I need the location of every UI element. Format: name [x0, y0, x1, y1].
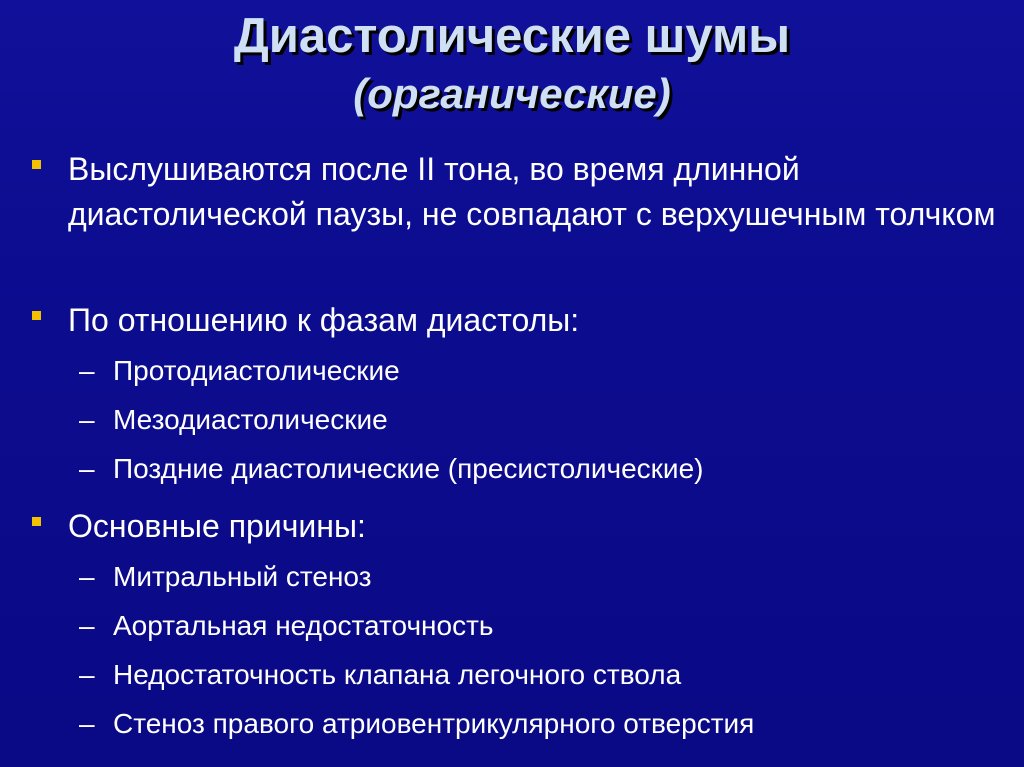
bullet-item	[68, 147, 998, 237]
sub-bullet-text: Недостаточность клапана легочного ствола	[113, 659, 682, 690]
sub-bullet-item	[79, 402, 993, 438]
dash-marker: –	[79, 659, 95, 690]
square-bullet-icon	[32, 311, 41, 320]
sub-bullet-item	[79, 608, 993, 644]
sub-bullet-item	[79, 353, 993, 389]
sub-bullet-text: Митральный стеноз	[113, 561, 372, 592]
square-bullet-icon	[32, 517, 41, 526]
bullet-item	[68, 504, 998, 549]
bullet-text: Выслушиваются после II тона, во время длинной диастолической паузы, не совпадают с верхушечным толчком	[68, 151, 996, 232]
sub-bullet-text: Аортальная недостаточность	[113, 610, 494, 641]
sub-bullet-item	[79, 451, 993, 487]
dash-marker: –	[79, 355, 95, 386]
sub-bullet-item	[79, 706, 993, 742]
dash-marker: –	[79, 561, 95, 592]
sub-bullet-item	[79, 559, 993, 595]
dash-marker: –	[79, 453, 95, 484]
slide-subtitle: (органические)	[353, 70, 671, 117]
bullet-item	[68, 298, 998, 343]
sub-bullet-text: Поздние диастолические (пресистолические)	[113, 453, 704, 484]
dash-marker: –	[79, 404, 95, 435]
sub-bullet-text: Протодиастолические	[113, 355, 400, 386]
bullet-text: По отношению к фазам диастолы:	[68, 302, 580, 338]
dash-marker: –	[79, 610, 95, 641]
sub-bullet-text: Стеноз правого атриовентрикулярного отверстия	[113, 708, 755, 739]
square-bullet-icon	[32, 160, 41, 169]
sub-bullet-text: Мезодиастолические	[113, 404, 388, 435]
bullet-text: Основные причины:	[68, 508, 366, 544]
slide-title: Диастолические шумы	[233, 9, 791, 63]
sub-bullet-item	[79, 657, 993, 693]
dash-marker: –	[79, 708, 95, 739]
